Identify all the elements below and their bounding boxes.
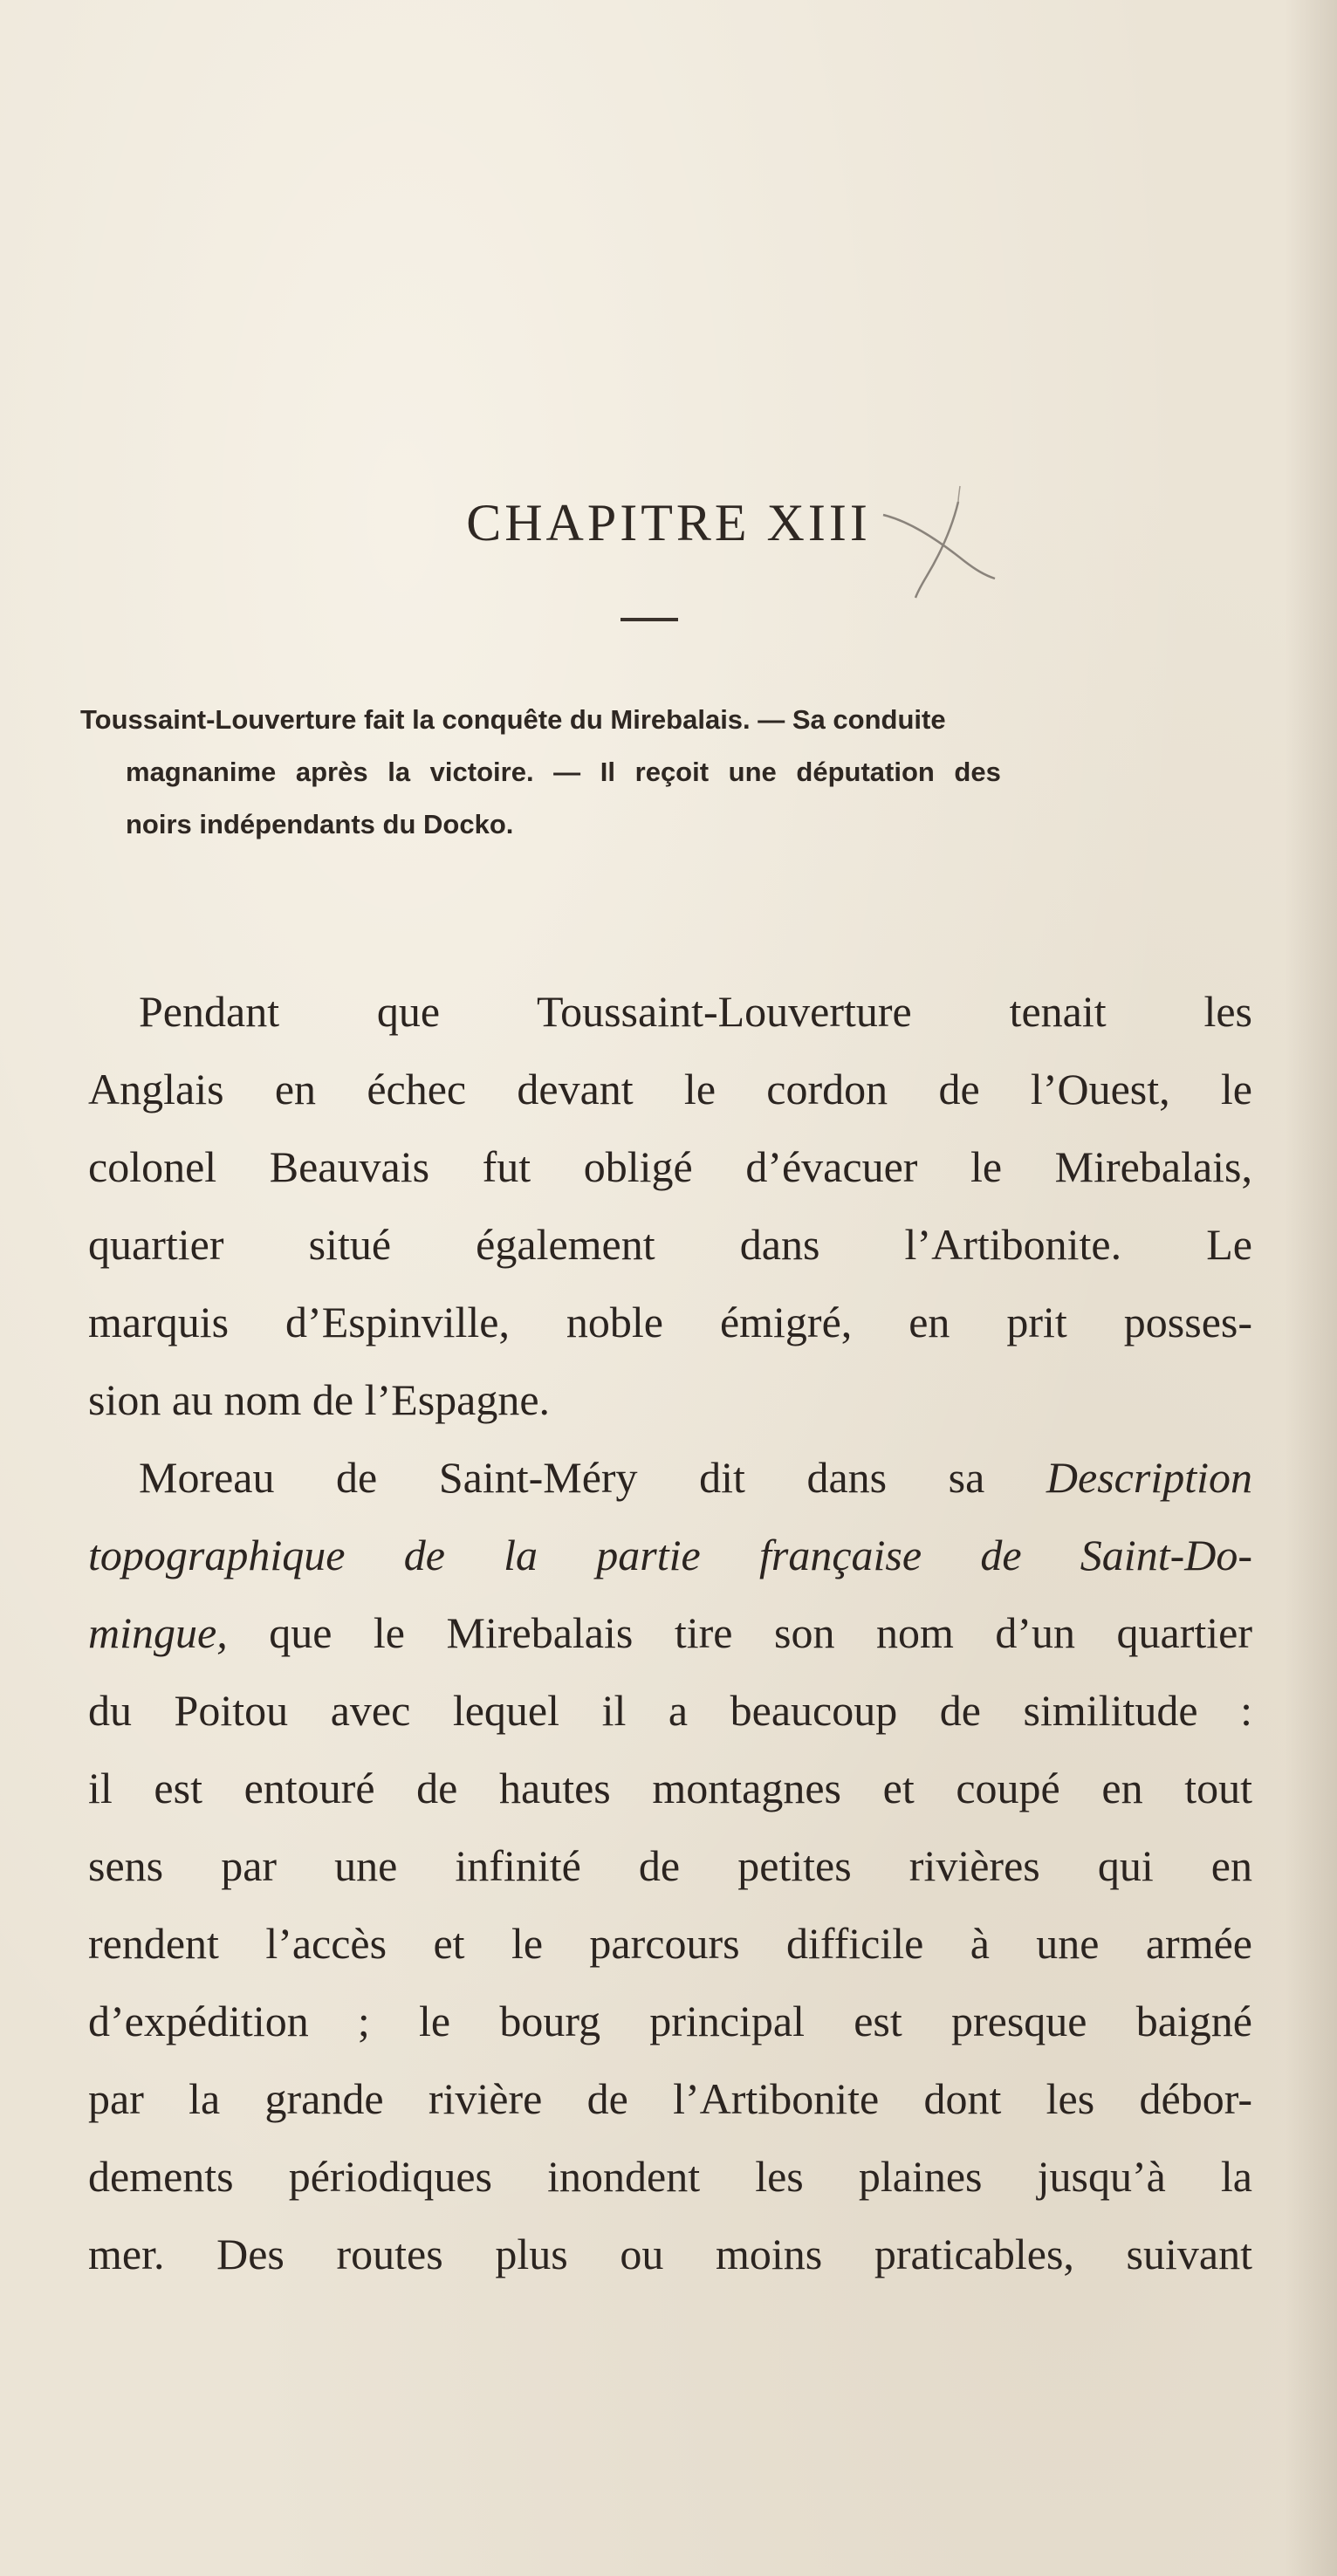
- summary-line: magnanime après la victoire. — Il reçoit une députation des: [126, 757, 1001, 787]
- text-run: Moreau de Saint-Méry dit dans sa: [139, 1453, 1046, 1502]
- text-line: sion au nom de l’Espagne.: [88, 1375, 551, 1424]
- text-line: sens par une infinité de petites rivières qui en: [88, 1841, 1252, 1890]
- summary-line: Toussaint-Louverture fait la conquête du Mirebalais. — Sa conduite: [80, 704, 946, 735]
- text-line: marquis d’Espinville, noble émigré, en prit posses-: [88, 1298, 1252, 1346]
- text-line: par la grande rivière de l’Artibonite dont les débor-: [88, 2074, 1252, 2123]
- text-line: rendent l’accès et le parcours difficile à une armée: [88, 1919, 1252, 1968]
- text-line: du Poitou avec lequel il a beaucoup de similitude :: [88, 1686, 1252, 1735]
- book-title-italic: topographique de la partie française de Saint-Do-: [88, 1531, 1252, 1579]
- text-line: [88, 1594, 1252, 1672]
- text-line: quartier situé également dans l’Artibonite. Le: [88, 1220, 1252, 1269]
- text-line: Pendant que Toussaint-Louverture tenait les: [139, 987, 1252, 1036]
- text-run: que le Mirebalais tire son nom d’un quartier: [227, 1608, 1252, 1657]
- book-title-italic: mingue,: [88, 1608, 228, 1657]
- chapter-summary: [80, 694, 1241, 851]
- text-line: d’expédition ; le bourg principal est presque baigné: [88, 1997, 1252, 2045]
- book-title-italic: Description: [1046, 1453, 1252, 1502]
- paragraph-2: [88, 1439, 1252, 2293]
- text-line: il est entouré de hautes montagnes et coupé en tout: [88, 1764, 1252, 1812]
- text-line: [88, 1517, 1252, 1594]
- title-divider: [621, 618, 678, 621]
- text-line: dements périodiques inondent les plaines jusqu’à la: [88, 2152, 1252, 2201]
- pencil-cross-mark: [873, 484, 1004, 615]
- text-line: colonel Beauvais fut obligé d’évacuer le Mirebalais,: [88, 1142, 1252, 1191]
- text-line: [88, 1439, 1252, 1517]
- text-line: mer. Des routes plus ou moins praticables, suivant: [88, 2230, 1252, 2278]
- paragraph-1: [88, 973, 1252, 1439]
- chapter-body: [88, 973, 1252, 2293]
- chapter-title: CHAPITRE XIII: [466, 494, 871, 552]
- text-line: Anglais en échec devant le cordon de l’Ouest, le: [88, 1065, 1252, 1113]
- summary-line: noirs indépendants du Docko.: [126, 809, 514, 839]
- page-edge-shadow: [1285, 0, 1337, 2576]
